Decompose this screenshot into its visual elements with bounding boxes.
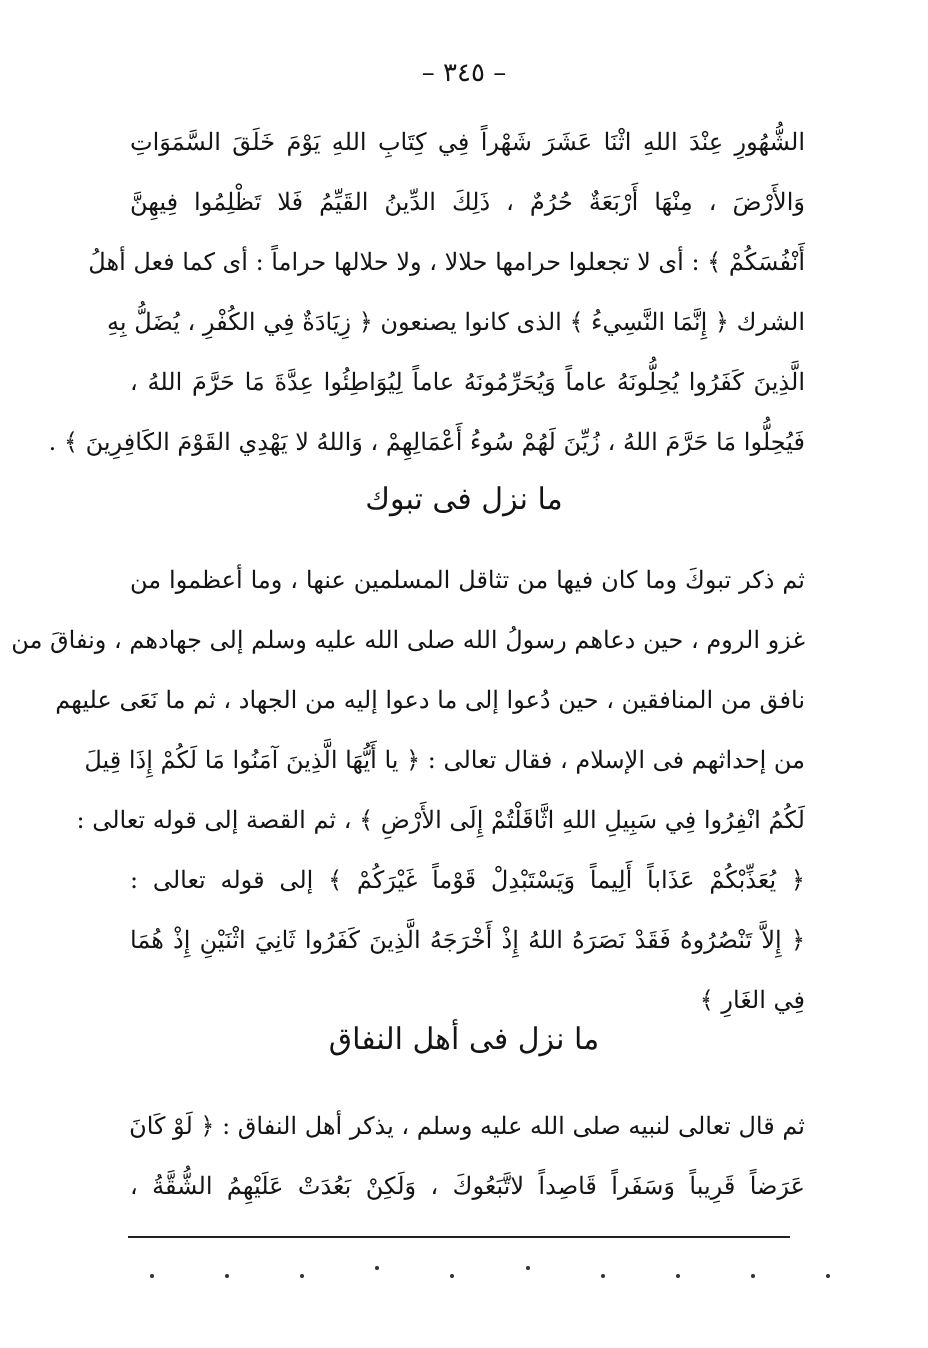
page-number: – ٣٤٥ – [421, 58, 507, 88]
dot-mark [601, 1274, 605, 1278]
section-heading-hypocrites: ما نزل فى أهل النفاق [328, 1022, 600, 1057]
text-line: لَكُمُ انْفِرُوا فِي سَبِيلِ اللهِ اثَّاقَلْتُمْ إِلَى الأَرْضِ ﴾ ، ثم القصة إلى قوله تعالى : [76, 806, 805, 834]
dot-mark [300, 1274, 304, 1278]
text-line: عَرَضاً قَرِيباً وَسَفَراً قَاصِداً لاتَّبَعُوكَ ، وَلَكِنْ بَعُدَتْ عَلَيْهِمُ الشُّقَّةُ ، [130, 1172, 805, 1200]
dot-mark [150, 1274, 154, 1278]
dot-mark [375, 1266, 379, 1270]
text-line: الشُّهُورِ عِنْدَ اللهِ اثْنَا عَشَرَ شَهْراً فِي كِتَابِ اللهِ يَوْمَ خَلَقَ السَّمَوَاتِ [130, 128, 805, 156]
dot-mark [450, 1274, 454, 1278]
text-line: نافق من المنافقين ، حين دُعوا إلى ما دعوا إليه من الجهاد ، ثم ما نَعَى عليهم [55, 686, 805, 714]
paragraph-tabuk [11, 550, 806, 1030]
dot-mark [676, 1274, 680, 1278]
text-line: ﴿ إِلاَّ تَنْصُرُوهُ فَقَدْ نَصَرَهُ اللهُ إِذْ أَخْرَجَهُ الَّذِينَ كَفَرُوا ثَانِيَ اثْنَيْنِ إِذْ هُمَا [130, 926, 806, 954]
dot-mark [826, 1274, 830, 1278]
text-line: غزو الروم ، حين دعاهم رسولُ الله صلى الله عليه وسلم إلى جهادهم ، ونفاقَ من [11, 626, 805, 654]
footer-rule [128, 1236, 790, 1238]
dot-mark [526, 1266, 530, 1270]
text-line: ثم ذكر تبوكَ وما كان فيها من تثاقل المسلمين عنها ، وما أعظموا من [130, 566, 805, 594]
paragraph-hypocrites [130, 1096, 805, 1216]
paragraph-quran-months [48, 112, 806, 472]
text-line: أَنْفُسَكُمْ ﴾ : أى لا تجعلوا حرامها حلالا ، ولا حلالها حراماً : أى كما فعل أهلُ [88, 248, 805, 276]
text-line: الشرك ﴿ إِنَّمَا النَّسِيءُ ﴾ الذى كانوا يصنعون ﴿ زِيَادَةٌ فِي الكُفْرِ ، يُضَلُّ بِهِ [107, 308, 805, 336]
text-line: فِي الغَارِ ﴾ [699, 986, 805, 1014]
text-line: ﴿ يُعَذِّبْكُمْ عَذَاباً أَلِيماً وَيَسْتَبْدِلْ قَوْماً غَيْرَكُمْ ﴾ إلى قوله تعالى : [130, 866, 805, 894]
text-line: من إحداثهم فى الإسلام ، فقال تعالى : ﴿ يا أَيُّهَا الَّذِينَ آمَنُوا مَا لَكُمْ إِذَا قِيلَ [84, 746, 805, 774]
text-line: وَالأَرْضَ ، مِنْهَا أَرْبَعَةٌ حُرُمٌ ، ذَلِكَ الدِّينُ القَيِّمُ فَلا تَظْلِمُوا فِيهِنَّ [130, 188, 806, 216]
dot-mark [225, 1274, 229, 1278]
footnote-dots [150, 1248, 830, 1288]
text-line: الَّذِينَ كَفَرُوا يُحِلُّونَهُ عاماً وَيُحَرِّمُونَهُ عاماً لِيُوَاطِئُوا عِدَّةَ مَا حَرَّمَ اللهُ ، [130, 368, 805, 396]
dot-mark [751, 1274, 755, 1278]
section-heading-tabuk: ما نزل فى تبوك [365, 482, 563, 517]
text-line: ثم قال تعالى لنبيه صلى الله عليه وسلم ، يذكر أهل النفاق : ﴿ لَوْ كَانَ [129, 1112, 805, 1140]
text-line: فَيُحِلُّوا مَا حَرَّمَ اللهُ ، زُيِّنَ لَهُمْ سُوءُ أَعْمَالِهِمْ ، وَاللهُ لا يَهْدِي القَوْمَ الكَافِرِينَ ﴾ . [48, 428, 805, 456]
